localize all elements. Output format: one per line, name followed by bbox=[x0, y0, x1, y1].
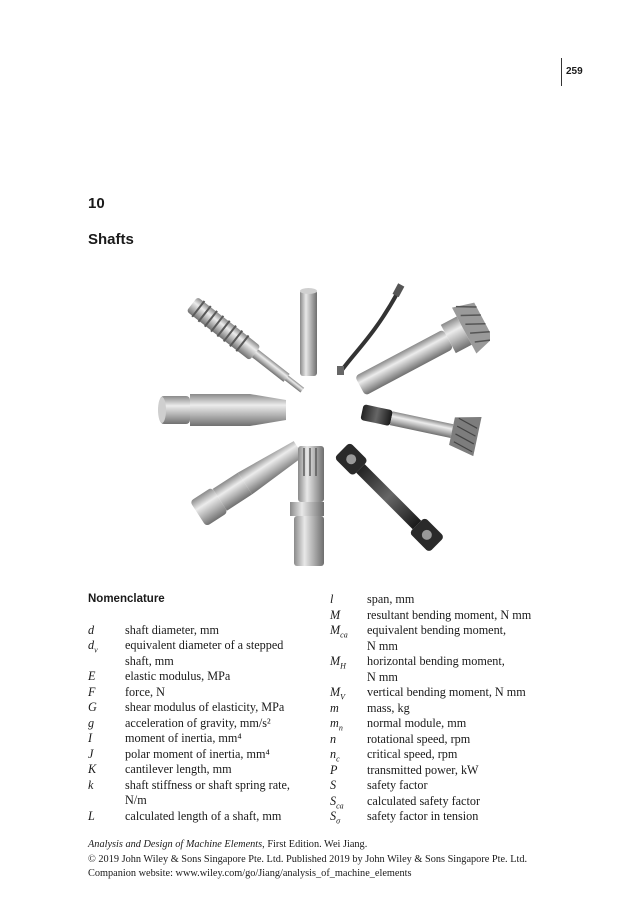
nomenclature-heading: Nomenclature bbox=[88, 593, 165, 605]
symbol: d bbox=[88, 623, 95, 637]
definition: equivalent bending moment, bbox=[367, 623, 507, 637]
splined-shaft-image bbox=[290, 446, 324, 566]
definition: safety factor in tension bbox=[367, 809, 479, 823]
symbol-subscript: v bbox=[94, 645, 98, 655]
symbol: n bbox=[330, 731, 337, 746]
book-edition: , First Edition. Wei Jiang. bbox=[262, 839, 368, 850]
chapter-number: 10 bbox=[88, 195, 105, 212]
symbol-subscript: H bbox=[340, 661, 346, 671]
definition: critical speed, rpm bbox=[367, 747, 458, 761]
symbol-subscript: V bbox=[340, 692, 346, 702]
definition: shaft stiffness or shaft spring rate, bbox=[125, 777, 290, 792]
symbol: M bbox=[330, 685, 341, 699]
pinion-shaft-image bbox=[358, 392, 482, 456]
footer-copyright: © 2019 John Wiley & Sons Singapore Pte. Ltd. Published 2019 by John Wiley & Sons Singapore Pte. Ltd. bbox=[88, 853, 528, 865]
definition: horizontal bending moment, bbox=[367, 654, 505, 668]
definition: calculated length of a shaft, mm bbox=[125, 808, 282, 823]
symbol: m bbox=[330, 716, 339, 730]
definition-continued: N/m bbox=[125, 793, 147, 807]
symbol-subscript: ca bbox=[336, 800, 344, 810]
footer-citation bbox=[88, 838, 527, 853]
definition: calculated safety factor bbox=[367, 793, 481, 808]
worm-shaft-image bbox=[186, 296, 309, 398]
symbol: n bbox=[330, 747, 337, 761]
symbol: F bbox=[88, 684, 96, 699]
symbol: g bbox=[88, 715, 95, 730]
cardan-shaft-image bbox=[334, 442, 444, 552]
page-number-rule bbox=[561, 58, 562, 86]
definition: force, N bbox=[125, 684, 165, 699]
stepped-shaft-image bbox=[158, 394, 286, 426]
symbol: m bbox=[330, 700, 339, 715]
definition: normal module, mm bbox=[367, 716, 467, 730]
symbol: L bbox=[88, 808, 95, 823]
definition: acceleration of gravity, mm/s² bbox=[125, 715, 271, 730]
symbol-subscript: σ bbox=[336, 816, 341, 826]
symbol: S bbox=[330, 809, 337, 823]
symbol: l bbox=[330, 592, 334, 606]
page-footer bbox=[88, 838, 527, 882]
definition-continued: N mm bbox=[367, 669, 398, 684]
definition: equivalent diameter of a stepped bbox=[125, 638, 284, 652]
definition: mass, kg bbox=[367, 700, 410, 715]
symbol: J bbox=[88, 746, 94, 761]
tapered-shaft-image bbox=[190, 436, 307, 527]
symbol: k bbox=[88, 777, 94, 792]
definition-continued: N mm bbox=[367, 638, 398, 653]
definition: cantilever length, mm bbox=[125, 762, 232, 776]
definition: safety factor bbox=[367, 778, 428, 792]
definition: transmitted power, kW bbox=[367, 762, 479, 777]
plain-rod-image bbox=[300, 288, 317, 376]
definition: resultant bending moment, N mm bbox=[367, 607, 532, 622]
symbol-subscript: c bbox=[336, 754, 340, 764]
symbol: E bbox=[88, 669, 96, 683]
definition: shaft diameter, mm bbox=[125, 623, 219, 637]
symbol: S bbox=[330, 778, 337, 792]
definition: shear modulus of elasticity, MPa bbox=[125, 700, 285, 714]
book-title: Analysis and Design of Machine Elements bbox=[88, 839, 263, 850]
page-number: 259 bbox=[566, 66, 583, 77]
definition: elastic modulus, MPa bbox=[125, 669, 231, 683]
footer-website: Companion website: www.wiley.com/go/Jiang/analysis_of_machine_elements bbox=[88, 868, 412, 879]
definition-continued: shaft, mm bbox=[125, 653, 174, 668]
definition: polar moment of inertia, mm⁴ bbox=[125, 746, 270, 761]
chapter-title: Shafts bbox=[88, 231, 134, 248]
symbol: G bbox=[88, 700, 97, 714]
definition: moment of inertia, mm⁴ bbox=[125, 731, 242, 745]
symbol: M bbox=[330, 607, 341, 622]
symbol: M bbox=[330, 623, 341, 637]
symbol-subscript: n bbox=[338, 723, 343, 733]
symbol: S bbox=[330, 793, 337, 808]
shafts-figure bbox=[150, 282, 490, 582]
symbol: K bbox=[88, 762, 97, 776]
symbol: I bbox=[88, 731, 93, 745]
symbol: P bbox=[330, 762, 338, 777]
symbol-subscript: ca bbox=[340, 630, 348, 640]
definition: span, mm bbox=[367, 592, 415, 606]
symbol: d bbox=[88, 638, 95, 652]
definition: vertical bending moment, N mm bbox=[367, 685, 526, 699]
definition: rotational speed, rpm bbox=[367, 731, 471, 746]
symbol: M bbox=[330, 654, 341, 668]
bevel-gear-shaft-image bbox=[348, 297, 490, 409]
